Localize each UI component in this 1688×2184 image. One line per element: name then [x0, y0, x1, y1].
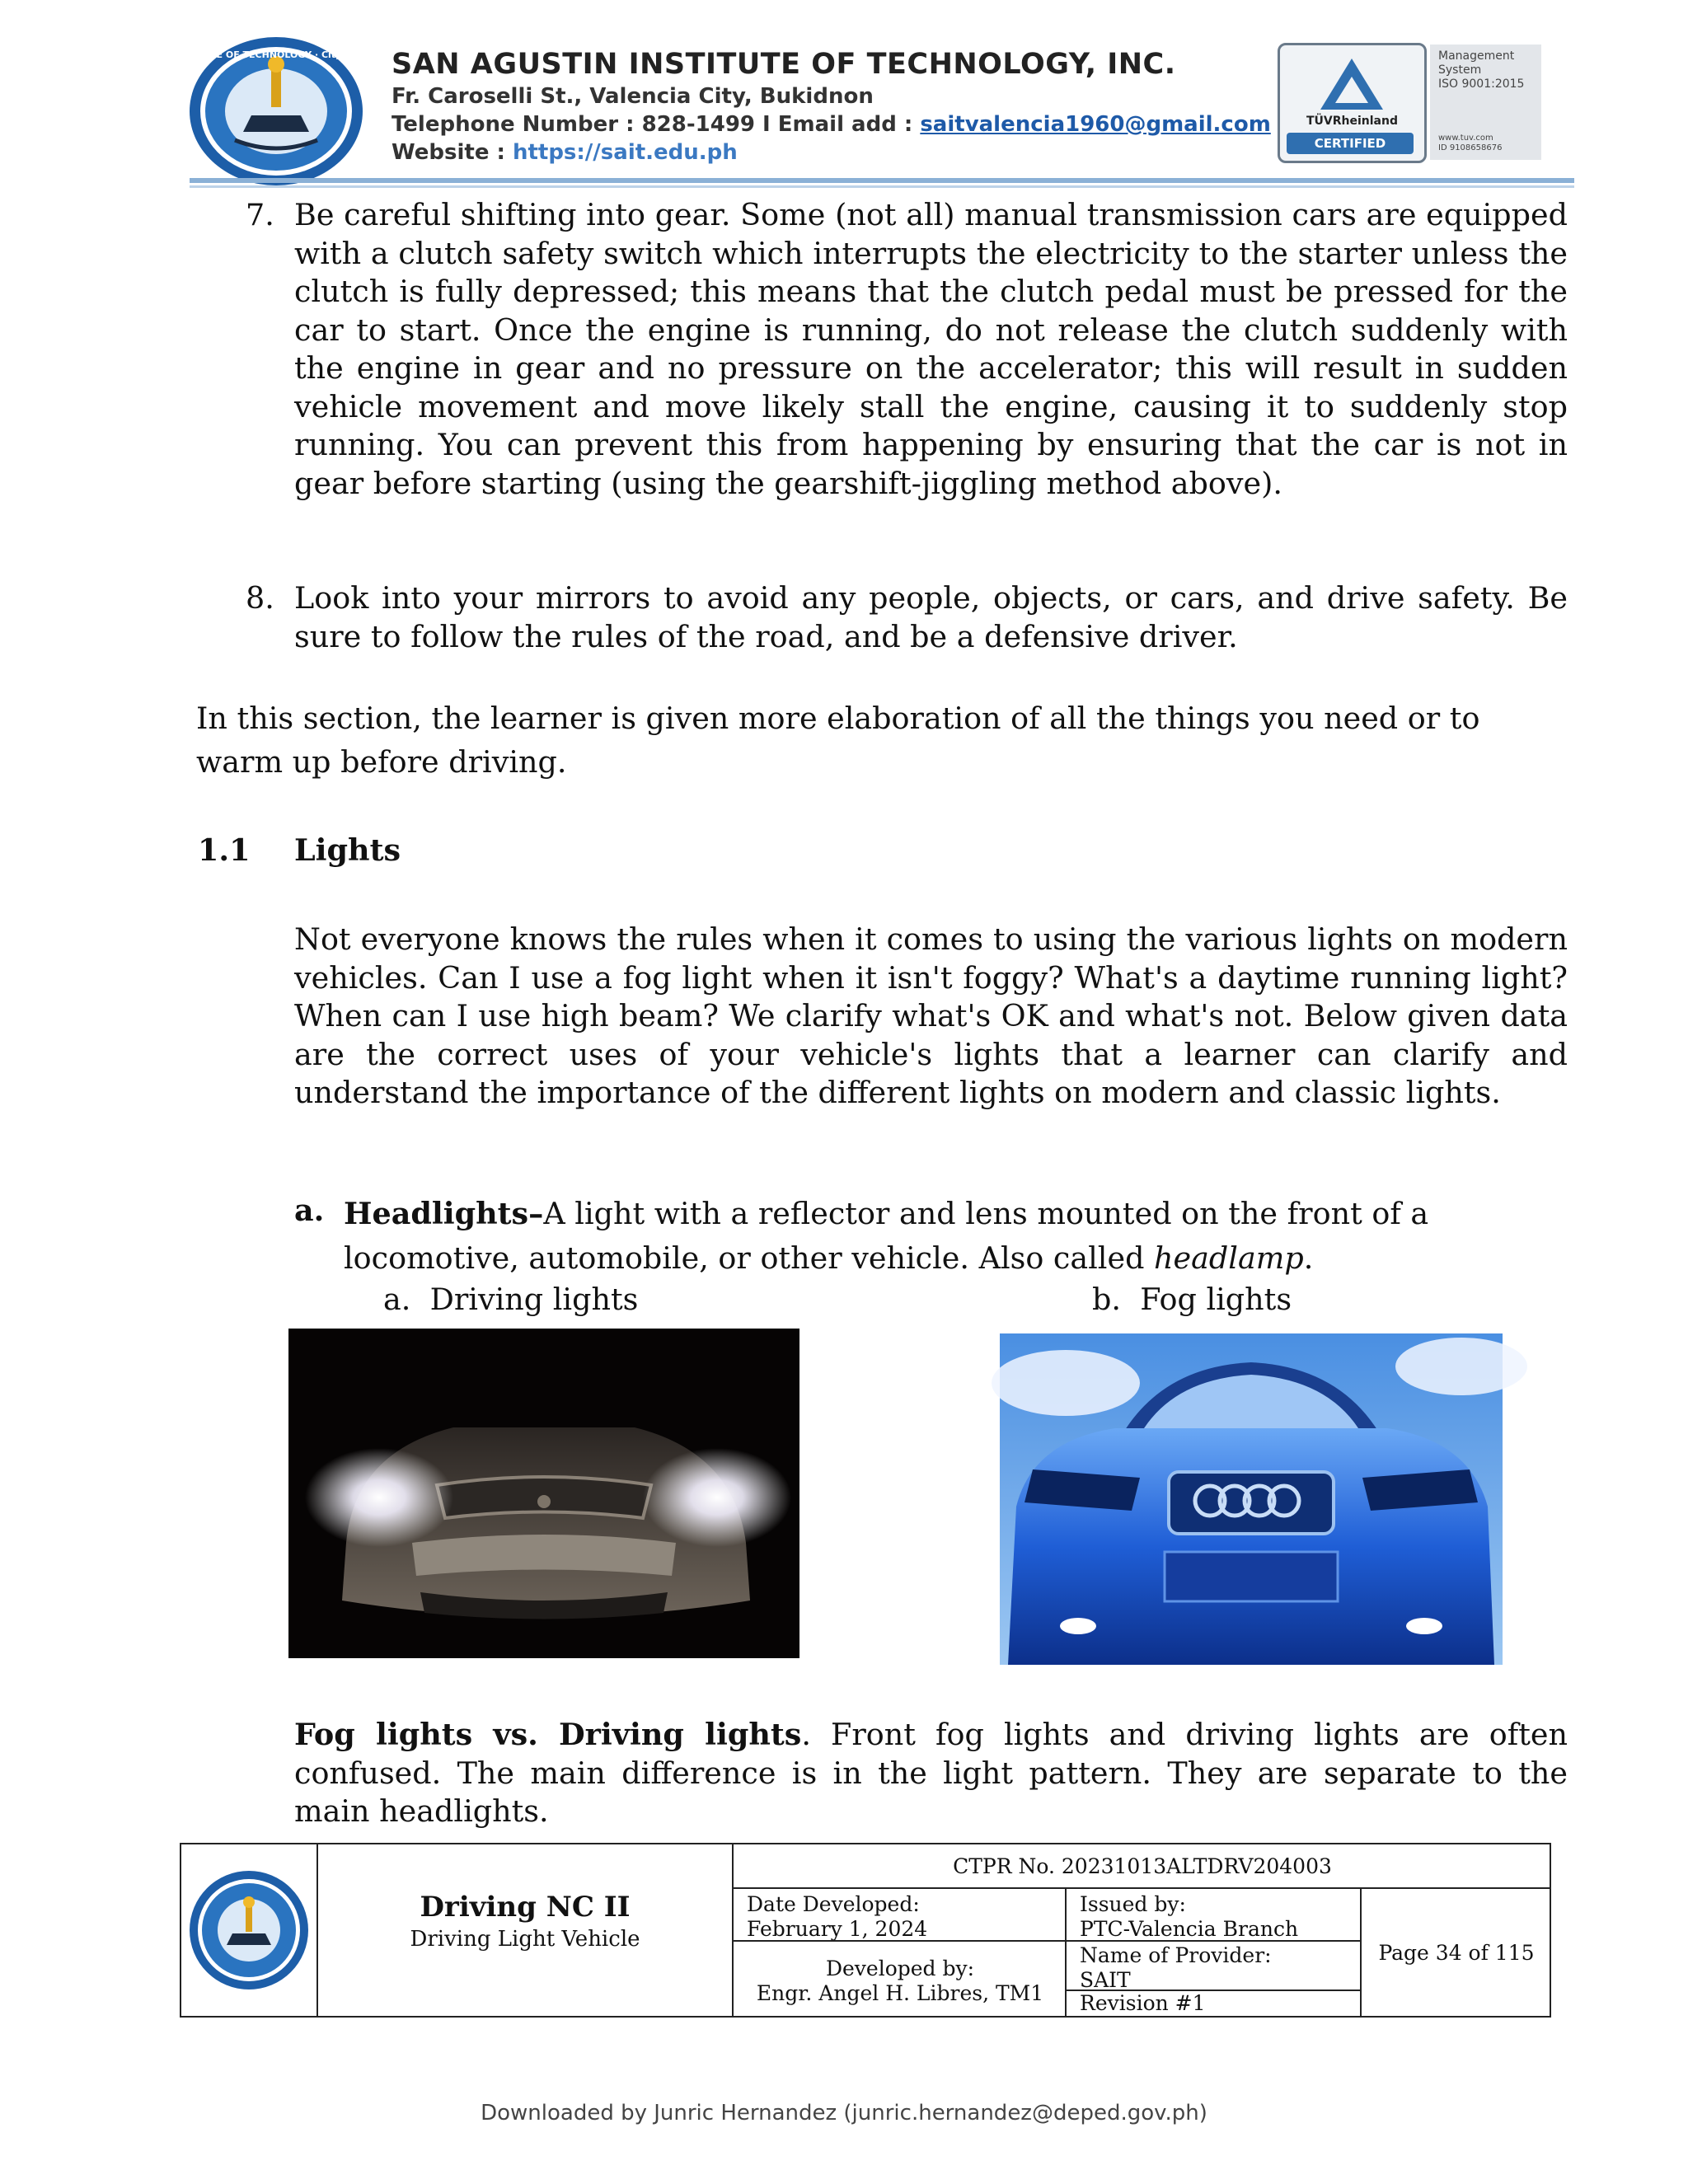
tuv-web: www.tuv.com	[1438, 134, 1493, 143]
headlights-definition	[344, 1192, 1564, 1281]
headlights-marker: a.	[294, 1193, 325, 1228]
footer-ctpr: CTPR No. 20231013ALTDRV204003	[732, 1844, 1551, 1889]
footer-seal-logo	[181, 1844, 316, 2016]
footer-course-cell	[316, 1844, 732, 2016]
tuv-id: ID 9108658676	[1438, 143, 1503, 152]
section-number: 1.1	[198, 832, 251, 868]
step-7-text: Be careful shifting into gear. Some (not all) manual transmission cars are equipped with a clutch safety switch which interrupts the electricity to the starter unless the clutch is fully depressed; this means that the clutch pedal must be pressed for the car to start. Once the engine is running, do not release the clutch suddenly with the engine in gear and no pressure on the accelerator; this will result in sudden vehicle movement and move likely stall the engine, causing it to suddenly stop running. You can prevent this from happening by ensuring that the car is not in gear before starting (using the gearshift-jiggling method above).	[294, 197, 1568, 501]
caption-b-label: Fog lights	[1140, 1282, 1292, 1317]
caption-b-marker: b.	[1092, 1282, 1121, 1317]
footer-course-title: Driving NC II	[420, 1891, 631, 1924]
email-link[interactable]: saitvalencia1960@gmail.com	[920, 112, 1271, 137]
footer-issued-value: PTC-Valencia Branch	[1080, 1917, 1299, 1941]
step-8-number: 8.	[246, 580, 274, 616]
section-intro: In this section, the learner is given more elaboration of all the things you need or to warm up before driving.	[196, 701, 1480, 780]
fog-lights-photo	[1000, 1333, 1503, 1665]
footer-developed-value: Engr. Angel H. Libres, TM1	[756, 1981, 1044, 2005]
caption-a-label: Driving lights	[429, 1282, 639, 1317]
tuv-certification-badge	[1278, 43, 1427, 163]
tuv-triangle-icon	[1280, 50, 1424, 124]
telephone-label: Telephone Number : 828-1499 I Email add :	[392, 112, 921, 137]
lights-paragraph: Not everyone knows the rules when it comes to using the various lights on modern vehicles. Can I use a fog light when it isn't foggy? What's a daytime running light? When can I use high beam? We clarify what's OK and what's not. Below given data are the correct uses of your vehicle's lights that a learner can clarify and understand the importance of the different lights on modern and classic lights.	[294, 921, 1568, 1110]
contact-line	[392, 112, 1271, 137]
ms-bottom	[1438, 134, 1502, 153]
footer-date-cell	[732, 1887, 1067, 1942]
fog-vs-driving-term: Fog lights vs. Driving lights	[294, 1717, 802, 1752]
website-link[interactable]: https://sait.edu.ph	[512, 140, 738, 165]
driving-lights-photo	[288, 1329, 799, 1658]
footer-developed-label: Developed by:	[825, 1957, 975, 1980]
ms-line1: Management	[1438, 49, 1515, 63]
footer-course-subtitle: Driving Light Vehicle	[410, 1927, 640, 1952]
footer-page-number: Page 34 of 115	[1360, 1887, 1551, 2016]
website-line	[392, 140, 1271, 165]
caption-fog-lights	[1092, 1282, 1292, 1317]
footer-issued-cell	[1065, 1887, 1362, 1942]
letterhead-rule	[190, 178, 1574, 183]
driving-lights-car-image	[288, 1329, 799, 1658]
section-title: Lights	[294, 832, 401, 868]
ms-iso: ISO 9001:2015	[1438, 77, 1525, 91]
headlights-def-line1: A light with a reflector and lens mounted on the front of a	[543, 1196, 1429, 1231]
caption-driving-lights	[383, 1282, 638, 1317]
footer-revision: Revision #1	[1065, 1990, 1362, 2016]
footer-logo-cell	[181, 1844, 316, 2016]
footer-date-label: Date Developed:	[747, 1892, 920, 1916]
footer-developer-cell	[732, 1940, 1067, 2016]
headlights-def-line2: locomotive, automobile, or other vehicle. Also called	[344, 1240, 1155, 1276]
step-8-text: Look into your mirrors to avoid any people, objects, or cars, and drive safety. Be sure to follow the rules of the road, and be a defensive driver.	[294, 580, 1568, 654]
download-notice: Downloaded by Junric Hernandez (junric.hernandez@deped.gov.ph)	[481, 2101, 1207, 2125]
website-label: Website :	[392, 140, 513, 165]
headlamp-term: headlamp	[1154, 1240, 1304, 1276]
tuv-brand: TÜVRheinland	[1306, 115, 1398, 128]
footer-provider-cell	[1065, 1940, 1362, 1991]
fog-lights-car-image	[1000, 1333, 1503, 1665]
document-footer-table	[180, 1843, 1551, 2018]
caption-a-marker: a.	[383, 1282, 411, 1317]
certified-label: CERTIFIED	[1287, 133, 1414, 154]
letterhead	[96, 33, 1574, 198]
seal-ring-text: SAN AGUSTIN INSTITUTE OF TECHNOLOGY · City of Valencia, Bukidnon	[96, 49, 456, 60]
footer-date-value: February 1, 2024	[747, 1917, 928, 1941]
letterhead-rule-thin	[190, 185, 1574, 188]
step-7-number: 7.	[246, 197, 274, 232]
footer-issued-label: Issued by:	[1080, 1892, 1186, 1916]
address: Fr. Caroselli St., Valencia City, Bukidnon	[392, 84, 874, 109]
footer-provider-value: SAIT	[1080, 1968, 1131, 1992]
fog-vs-driving-paragraph	[294, 1716, 1568, 1831]
management-system-box	[1430, 45, 1541, 160]
headlights-def-end: .	[1303, 1240, 1314, 1276]
headlights-term: Headlights–	[344, 1196, 544, 1231]
fog-vs-driving-text: . Front fog lights and driving lights are often confused. The main difference is in the light pattern. They are separate to the main headlights.	[294, 1717, 1568, 1829]
footer-provider-label: Name of Provider:	[1080, 1943, 1272, 1967]
institution-name: SAN AGUSTIN INSTITUTE OF TECHNOLOGY, INC.	[392, 48, 1176, 81]
ms-line2: System	[1438, 63, 1482, 77]
letterhead-text	[392, 48, 1271, 165]
